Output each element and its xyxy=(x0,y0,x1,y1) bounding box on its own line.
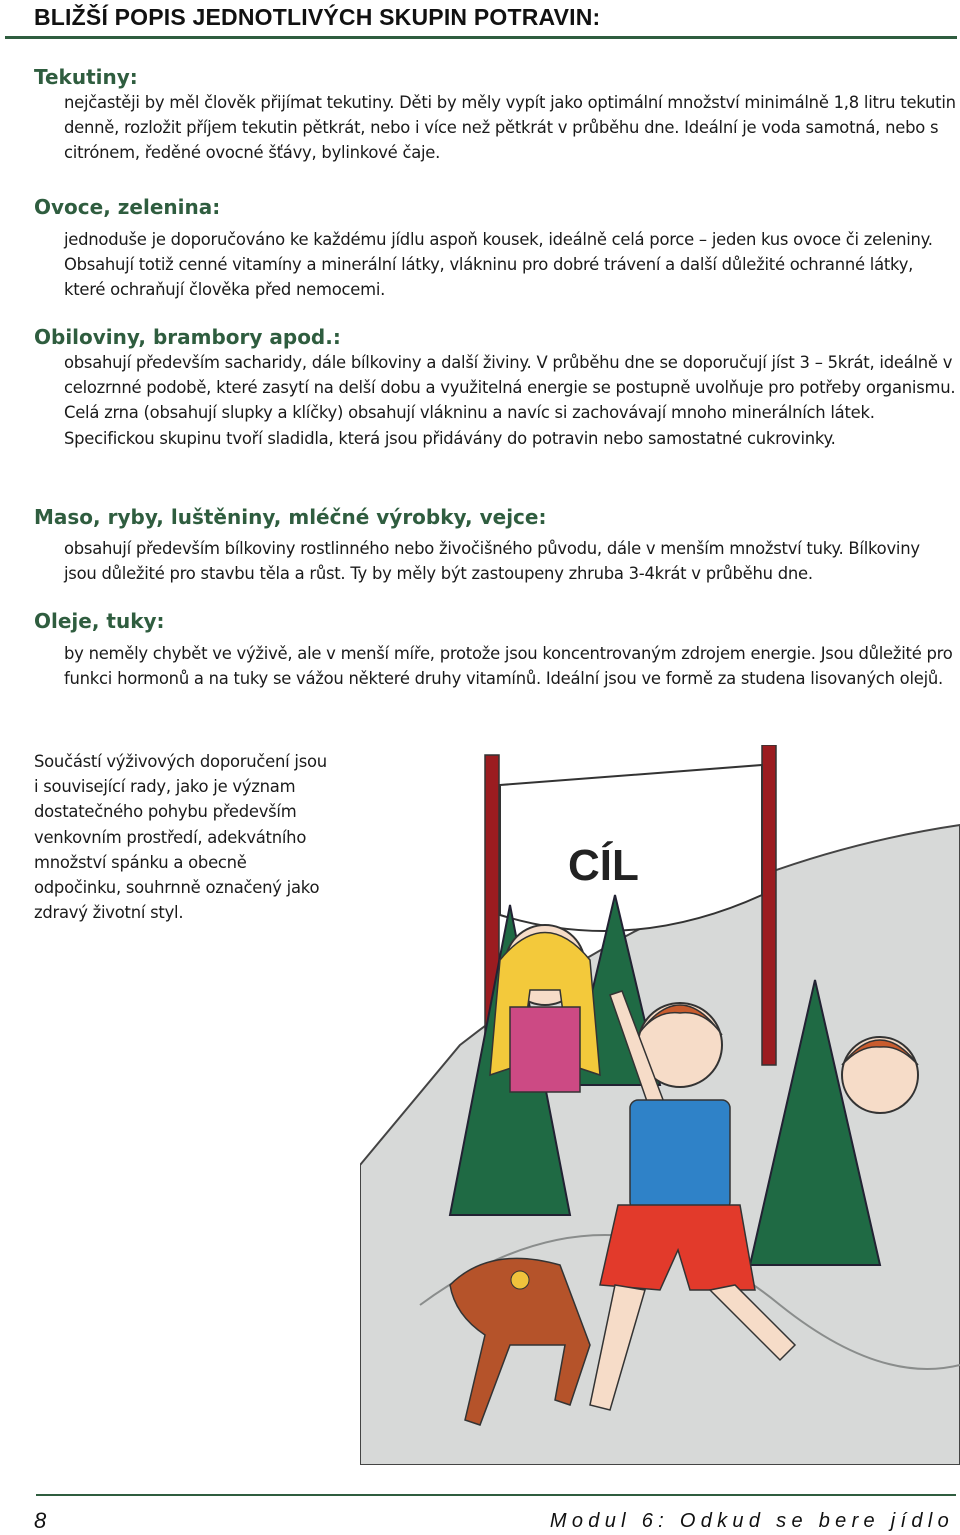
section-body: by neměly chybět ve výživě, ale v menší míře, protože jsou koncentrovaným zdrojem energie. Jsou důležité pro funkci hormonů a na tuky se vážou některé druhy vitamínů. Ideální jsou ve formě za studena lisovaných olejů. xyxy=(64,644,953,689)
banner-text: CÍL xyxy=(568,841,639,890)
title-divider xyxy=(5,36,957,39)
runner-shirt xyxy=(630,1100,730,1210)
section-tekutiny xyxy=(34,64,956,166)
section-heading: Obiloviny, brambory apod.: xyxy=(34,325,341,349)
section-body: obsahují především sacharidy, dále bílkoviny a další živiny. V průběhu dne se doporučují jíst 3 – 5krát, ideálně v celozrnné podobě, které zasytí na delší dobu a využitelná energie se postupně uvolňuje pro potřeby organismu. Celá zrna (obsahují slupky a klíčky) obsahují vlákninu a navíc si zachovávají mnoho minerálních látek. Specifickou skupinu tvoří sladidla, která jsou přidávány do potravin nebo samostatné cukrovinky. xyxy=(64,353,956,448)
section-oleje-tuky xyxy=(34,608,956,691)
module-name: Modul 6: Odkud se bere jídlo xyxy=(549,1510,954,1532)
page-title: BLIŽŠÍ POPIS JEDNOTLIVÝCH SKUPIN POTRAVIN: xyxy=(34,4,601,30)
section-heading: Ovoce, zelenina: xyxy=(34,195,221,219)
section-heading: Oleje, tuky: xyxy=(34,609,165,633)
boy-head xyxy=(842,1037,918,1113)
sidebar-note: Součástí výživových doporučení jsou i související rady, jako je význam dostatečného pohybu především venkovním prostředí, adekvátního množství spánku a obecně odpočinku, souhrnně označený jako zdravý životní styl. xyxy=(34,752,327,923)
girl-shirt xyxy=(510,1007,580,1092)
section-maso-ryby xyxy=(34,504,956,586)
dog-collar xyxy=(511,1271,529,1289)
section-obiloviny xyxy=(34,324,956,451)
page-number: 8 xyxy=(34,1508,47,1533)
section-body: obsahují především bílkoviny rostlinného nebo živočišného původu, dále v menším množství tuky. Bílkoviny jsou důležité pro stavbu těla a růst. Ty by měly být zastoupeny zhruba 3-4krát v průběhu dne. xyxy=(64,539,920,584)
section-heading: Maso, ryby, luštěniny, mléčné výrobky, vejce: xyxy=(34,505,547,529)
footer-divider xyxy=(36,1494,956,1496)
section-heading: Tekutiny: xyxy=(34,65,138,89)
section-body: jednoduše je doporučováno ke každému jídlu aspoň kousek, ideálně celá porce – jeden kus ovoce či zeleniny. Obsahují totiž cenné vitamíny a minerální látky, vlákninu pro dobré trávení a další důležité ochranné látky, které ochraňují člověka před nemocemi. xyxy=(64,230,933,300)
finish-line-illustration xyxy=(360,745,960,1465)
section-body: nejčastěji by měl člověk přijímat tekutiny. Děti by měly vypít jako optimální množství minimálně 1,8 litru tekutin denně, rozložit příjem tekutin pětkrát, nebo i více než pětkrát v průběhu dne. Ideální je voda samotná, nebo s citrónem, ředěné ovocné šťávy, bylinkové čaje. xyxy=(64,93,956,163)
right-post xyxy=(762,745,776,1065)
section-ovoce-zelenina xyxy=(34,194,956,303)
